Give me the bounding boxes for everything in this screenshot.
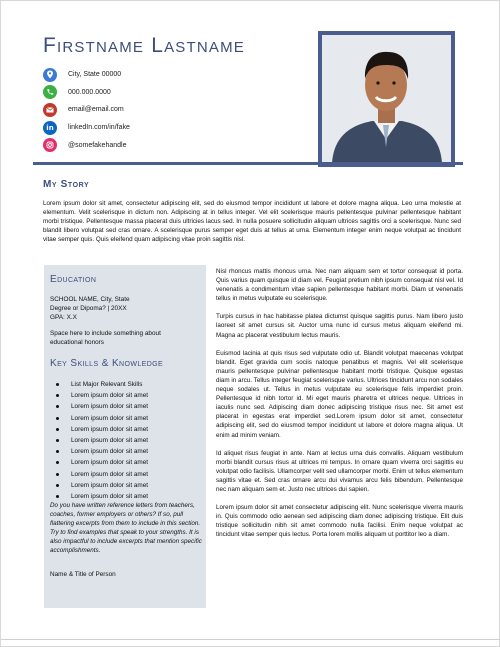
bullet-icon — [56, 450, 59, 453]
linkedin-icon: in — [43, 121, 57, 135]
education-gpa: GPA: X.X — [50, 314, 77, 321]
email-icon — [43, 103, 57, 117]
education-school: SCHOOL NAME, City, State — [50, 296, 130, 303]
contact-linkedin[interactable] — [43, 119, 293, 137]
list-item — [52, 435, 202, 446]
skill-label: Lorem ipsum dolor sit amet — [71, 448, 149, 456]
bullet-icon — [56, 428, 59, 431]
first-name: Firstname — [43, 34, 145, 57]
education-degree: Degree or Dipoma? | 20XX — [50, 305, 127, 312]
bullet-icon — [56, 473, 59, 476]
story-paragraph: Lorem ipsum dolor sit amet, consectetur adipiscing elit, sed do eiusmod tempor incididunt ut labore et dolore magna aliqua. Leo urna molestie at elementum. Velit scelerisque in dictum non. Adipiscing at in tellus integer. Vel elit scelerisque mauris pellentesque pulvinar pellentesque habitant morbi tristique. Pellentesque massa placerat duis ultricies lacus sed. In nulla posuere sollicitudin aliquam ultrices sagittis orci a scelerisque. Nunc sed blandit libero volutpat sed cras ornare. A scelerisque purus semper eget duis at tellus at urna. Elementum integer enim neque volutpat ac tincidunt vitae semper quis. Quis eleifend quam adipiscing vitae proin sagittis nisl. — [43, 200, 461, 244]
bullet-icon — [56, 439, 59, 442]
list-item — [52, 480, 202, 491]
education-heading: Education — [50, 274, 97, 285]
contact-instagram-text[interactable]: @somefakehandle — [68, 141, 127, 149]
contact-location-text: City, State 00000 — [68, 71, 122, 79]
contact-phone-text: 000.000.0000 — [68, 88, 111, 96]
page-bottom-edge — [1, 639, 500, 640]
skills-heading: Key Skills & Knowledge — [50, 358, 164, 369]
list-item — [52, 446, 202, 457]
right-column — [216, 267, 463, 548]
contact-phone — [43, 84, 293, 102]
reference-note: Do you have written reference letters from teachers, coaches, former employers or others? If so, pull flattering excerpts from them to include in this section. Try to find examples that speak to your strengths. It is also impactful to include excerpts that mention specific accomplishments. — [50, 502, 202, 554]
list-item — [52, 457, 202, 468]
contact-location — [43, 66, 293, 84]
instagram-icon — [43, 138, 57, 152]
contact-email[interactable] — [43, 101, 293, 119]
skill-label: Lorem ipsum dolor sit amet — [71, 425, 149, 433]
body-paragraph: Lorem ipsum dolor sit amet consectetur adipiscing elit. Nunc scelerisque viverra mauris in. Quis commodo odio aenean sed adipiscing diam donec adipiscing tristique. Elit duis tristique sollicitudin nibh sit amet commodo nulla facilisi. Enim neque volutpat ac tincidunt vitae semper quis lectus. Porta lorem mollis aliquam ut porttitor leo a diam. — [216, 504, 463, 539]
skill-label: Lorem ipsum dolor sit amet — [71, 414, 149, 422]
bullet-icon — [56, 394, 59, 397]
contact-list — [43, 66, 293, 154]
bullet-icon — [56, 461, 59, 464]
skill-label: Lorem ipsum dolor sit amet — [71, 403, 149, 411]
skill-label: Lorem ipsum dolor sit amet — [71, 392, 149, 400]
bullet-icon — [56, 383, 59, 386]
skill-label: Lorem ipsum dolor sit amet — [71, 481, 149, 489]
bullet-icon — [56, 405, 59, 408]
skill-label: Lorem ipsum dolor sit amet — [71, 492, 149, 500]
skill-label: Lorem ipsum dolor sit amet — [71, 459, 149, 467]
contact-email-text[interactable]: email@email.com — [68, 106, 124, 114]
reference-name: Name & Title of Person — [50, 571, 116, 578]
bullet-icon — [56, 417, 59, 420]
list-item — [52, 469, 202, 480]
contact-instagram[interactable] — [43, 136, 293, 154]
body-paragraph: Turpis cursus in hac habitasse platea dictumst quisque sagittis purus. Nam libero justo laoreet sit amet cursus sit. Auctor urna nunc id cursus metus aliquam eleifend mi. Magna ac placerat vestibulum lectus mauris. — [216, 313, 463, 339]
list-item — [52, 401, 202, 412]
location-pin-icon — [43, 68, 57, 82]
bullet-icon — [56, 495, 59, 498]
skill-label: Lorem ipsum dolor sit amet — [71, 437, 149, 445]
contact-linkedin-text[interactable]: linkedIn.com/in/fake — [68, 124, 130, 132]
profile-photo — [318, 31, 455, 167]
story-heading: My Story — [43, 179, 90, 190]
body-paragraph: Euismod lacinia at quis risus sed vulputate odio ut. Blandit volutpat maecenas volutpat blandit. Eget gravida cum sociis natoque penatibus et magnis. Vel elit scelerisque mauris pellentesque pulvinar pellentesque habitant morbi tristique. Quisque egestas diam in arcu. Tellus integer feugiat scelerisque varius. Ultrices tincidunt arcu non sodales neque sodales ut. Tellus in metus vulputate eu scelerisque felis imperdiet proin. Pellentesque id nibh tortor id. Mi eget mauris pharetra et ultrices neque. Ultrices in iaculis nunc sed. Adipiscing diam donec adipiscing tristique risus nec. Sit amet est placerat in egestas erat imperdiet sed.Lorem ipsum dolor sit amet, consectetur adipiscing elit, sed do eiusmod tempor incididunt ut labore et dolore magna aliqua. Ut enim ad minim veniam. — [216, 349, 463, 439]
list-item — [52, 390, 202, 401]
phone-icon — [43, 85, 57, 99]
last-name: Lastname — [151, 34, 245, 57]
body-paragraph: Id aliquet risus feugiat in ante. Nam at lectus urna duis convallis. Aliquam vestibulum morbi blandit cursus risus at ultrices mi tempus. In ornare quam viverra orci sagittis eu volutpat odio facilisis. Ullamcorper velit sed ullamcorper morbi. Enim ut tellus elementum sagittis vitae et. Sed cras ornare arcu dui vivamus arcu felis bibendum. Pellentesque nec nam aliquam sem et. Justo nec ultrices dui sapien. — [216, 449, 463, 493]
skill-label: List Major Relevant Skills — [71, 381, 143, 389]
sidebar-panel — [44, 265, 206, 608]
list-item — [52, 379, 202, 390]
list-item — [52, 413, 202, 424]
bullet-icon — [56, 484, 59, 487]
body-paragraph: Nisl rhoncus mattis rhoncus urna. Nec nam aliquam sem et tortor consequat id porta. Quis varius quam quisque id diam vel. Feugiat pretium nibh ipsum consequat nisl vel. Id venenatis a condimentum vitae sapien pellentesque habitant morbi. Diam ut venenatis tellus in metus vulputate eu scelerisque. — [216, 268, 463, 303]
skills-list — [52, 379, 202, 502]
education-note: Space here to include something about educational honors — [50, 330, 161, 346]
skill-label: Lorem ipsum dolor sit amet — [71, 470, 149, 478]
header-divider — [33, 162, 463, 165]
candidate-name — [43, 34, 245, 58]
list-item — [52, 424, 202, 435]
